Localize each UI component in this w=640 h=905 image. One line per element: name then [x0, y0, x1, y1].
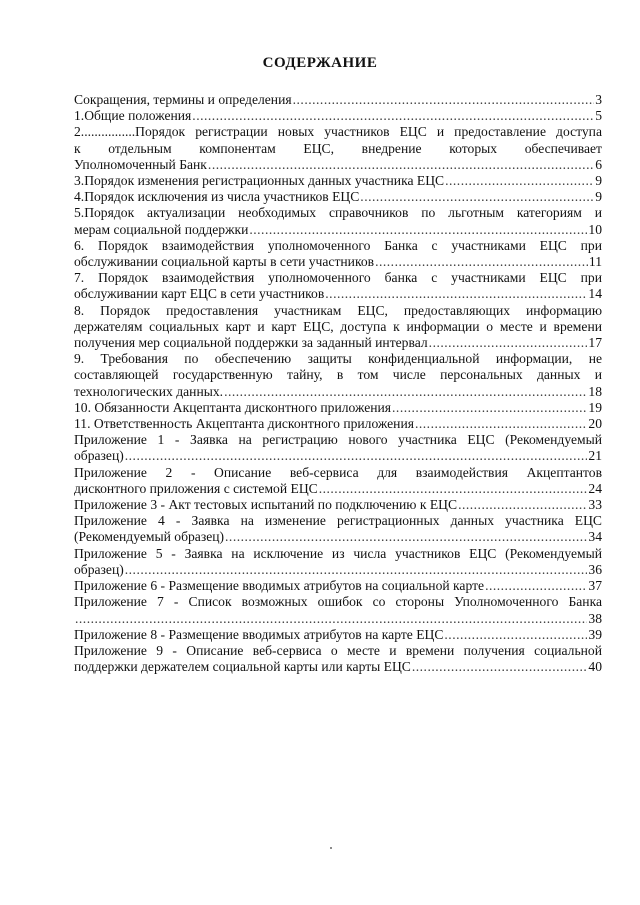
toc-entry-text: технологических данных. [74, 383, 224, 399]
toc-entry[interactable] [74, 173, 602, 189]
toc-entry-text: получения мер социальной поддержки за заданный интервал [74, 335, 428, 351]
toc-entry-text: 2................Порядок регистрации новых участников ЕЦС и предоставление доступа [74, 124, 602, 140]
toc-entry[interactable] [74, 578, 602, 594]
toc-entry-text: 3.Порядок изменения регистрационных данных участника ЕЦС [74, 173, 445, 189]
dot-leader [75, 611, 587, 627]
toc-page-number: 36 [588, 561, 602, 577]
toc-entry[interactable] [74, 92, 602, 108]
dot-leader [429, 335, 588, 351]
toc-entry-text: Приложение 5 - Заявка на исключение из числа участников ЕЦС (Рекомендуемый [74, 545, 602, 561]
toc-entry-text: Приложение 2 - Описание веб-сервиса для взаимодействия Акцептантов [74, 464, 602, 480]
toc-page-number: 9 [595, 189, 602, 205]
toc-entry-text: к отдельным компонентам ЕЦС, внедрение которых обеспечивает [74, 140, 602, 156]
toc-page-number: 18 [588, 383, 602, 399]
toc-page-number: 14 [588, 286, 602, 302]
toc-entry-text: Приложение 9 - Описание веб-сервиса о месте и времени получения социальной [74, 642, 602, 658]
dot-leader [360, 189, 594, 205]
toc-entry[interactable] [74, 351, 602, 400]
toc-entry-text: держателям социальных карт и карт ЕЦС, доступа к информации о месте и времени [74, 318, 602, 334]
toc-page-number: 19 [588, 399, 602, 415]
toc-page-number: 40 [588, 659, 602, 675]
toc-page-number: 10 [588, 221, 602, 237]
toc-entry[interactable] [74, 432, 602, 464]
toc-entry[interactable] [74, 627, 602, 643]
dot-leader [125, 562, 588, 578]
toc-page-number: 34 [588, 529, 602, 545]
toc-page-number: 37 [588, 578, 602, 594]
toc-entry-text: 1.Общие положения [74, 108, 192, 124]
toc-entry[interactable] [74, 546, 602, 578]
toc-page-number: 17 [588, 335, 602, 351]
toc-entry-text: 4.Порядок исключения из числа участников ЕЦС [74, 189, 360, 205]
toc-page-number: 9 [595, 173, 602, 189]
toc-page-number: 38 [588, 610, 602, 626]
toc-page-number: 21 [588, 448, 602, 464]
toc-entry[interactable] [74, 189, 602, 205]
scan-speck [330, 847, 332, 849]
dot-leader [225, 529, 587, 545]
dot-leader [325, 286, 587, 302]
toc-entry[interactable] [74, 108, 602, 124]
toc-entry-text: Приложение 7 - Список возможных ошибок со стороны Уполномоченного Банка [74, 594, 602, 610]
toc-entry-text: Приложение 3 - Акт тестовых испытаний по подключению к ЕЦС [74, 497, 458, 513]
dot-leader [125, 448, 588, 464]
toc-entry-text: (Рекомендуемый образец) [74, 529, 225, 545]
dot-leader [458, 497, 587, 513]
toc-page-number: 33 [588, 497, 602, 513]
dot-leader [192, 108, 594, 124]
toc-entry-text: 9. Требования по обеспечению защиты конфиденциальной информации, не [74, 351, 602, 367]
dot-leader [208, 157, 594, 173]
table-of-contents [74, 92, 602, 675]
toc-entry-text: обслуживании социальной карты в сети участников [74, 254, 375, 270]
toc-entry[interactable] [74, 497, 602, 513]
toc-entry-text: Приложение 8 - Размещение вводимых атрибутов на карте ЕЦС [74, 626, 444, 642]
dot-leader [375, 254, 588, 270]
dot-leader [293, 92, 595, 108]
toc-entry-text: Сокращения, термины и определения [74, 92, 292, 107]
toc-entry-text: 5.Порядок актуализации необходимых справочников по льготным категориям и [74, 205, 602, 221]
toc-entry-text: дисконтного приложения с системой ЕЦС [74, 480, 318, 496]
toc-entry[interactable] [74, 205, 602, 237]
toc-page-number: 3 [595, 92, 602, 107]
toc-entry[interactable] [74, 270, 602, 302]
toc-entry-text: обслуживании карт ЕЦС в сети участников [74, 286, 325, 302]
toc-entry-text: образец) [74, 561, 124, 577]
toc-page-number: 5 [595, 108, 602, 124]
dot-leader [249, 222, 587, 238]
toc-entry[interactable] [74, 400, 602, 416]
toc-entry-text: 7. Порядок взаимодействия уполномоченного банка с участниками ЕЦС при [74, 270, 602, 286]
dot-leader [485, 578, 587, 594]
toc-entry[interactable] [74, 124, 602, 173]
dot-leader [412, 659, 588, 675]
toc-entry-text: составляющей государственную тайну, в том числе персональных данных и [74, 367, 602, 383]
toc-entry[interactable] [74, 513, 602, 545]
toc-entry-text: поддержки держателем социальной карты или карты ЕЦС [74, 659, 411, 675]
toc-entry-text: Приложение 4 - Заявка на изменение регистрационных данных участника ЕЦС [74, 513, 602, 529]
dot-leader [224, 384, 587, 400]
toc-entry-text: Приложение 6 - Размещение вводимых атрибутов на социальной карте [74, 578, 485, 594]
page-title: СОДЕРЖАНИЕ [262, 55, 378, 71]
dot-leader [444, 627, 587, 643]
toc-entry-text: 8. Порядок предоставления участникам ЕЦС, предоставляющих информацию [74, 302, 602, 318]
dot-leader [319, 481, 588, 497]
toc-entry-text: 11. Ответственность Акцептанта дисконтного приложения [74, 416, 414, 432]
toc-entry[interactable] [74, 416, 602, 432]
toc-entry-text: Уполномоченный Банк [74, 156, 207, 172]
toc-entry[interactable] [74, 465, 602, 497]
toc-entry-text: Приложение 1 - Заявка на регистрацию нового участника ЕЦС (Рекомендуемый [74, 432, 602, 448]
toc-entry-text: 6. Порядок взаимодействия уполномоченного Банка с участниками ЕЦС при [74, 237, 602, 253]
toc-entry[interactable] [74, 643, 602, 675]
toc-entry-text: 10. Обязанности Акцептанта дисконтного приложения [74, 399, 392, 415]
toc-entry[interactable] [74, 303, 602, 352]
toc-entry-text: образец) [74, 448, 124, 464]
toc-entry[interactable] [74, 238, 602, 270]
dot-leader [415, 416, 587, 432]
dot-leader [445, 173, 594, 189]
toc-page-number: 20 [588, 416, 602, 432]
dot-leader [392, 400, 587, 416]
toc-entry[interactable] [74, 594, 602, 626]
toc-page-number: 39 [588, 626, 602, 642]
toc-entry-text: мерам социальной поддержки [74, 221, 249, 237]
toc-page-number: 24 [588, 480, 602, 496]
toc-page-number: 11 [588, 254, 602, 270]
toc-page-number: 6 [595, 156, 602, 172]
